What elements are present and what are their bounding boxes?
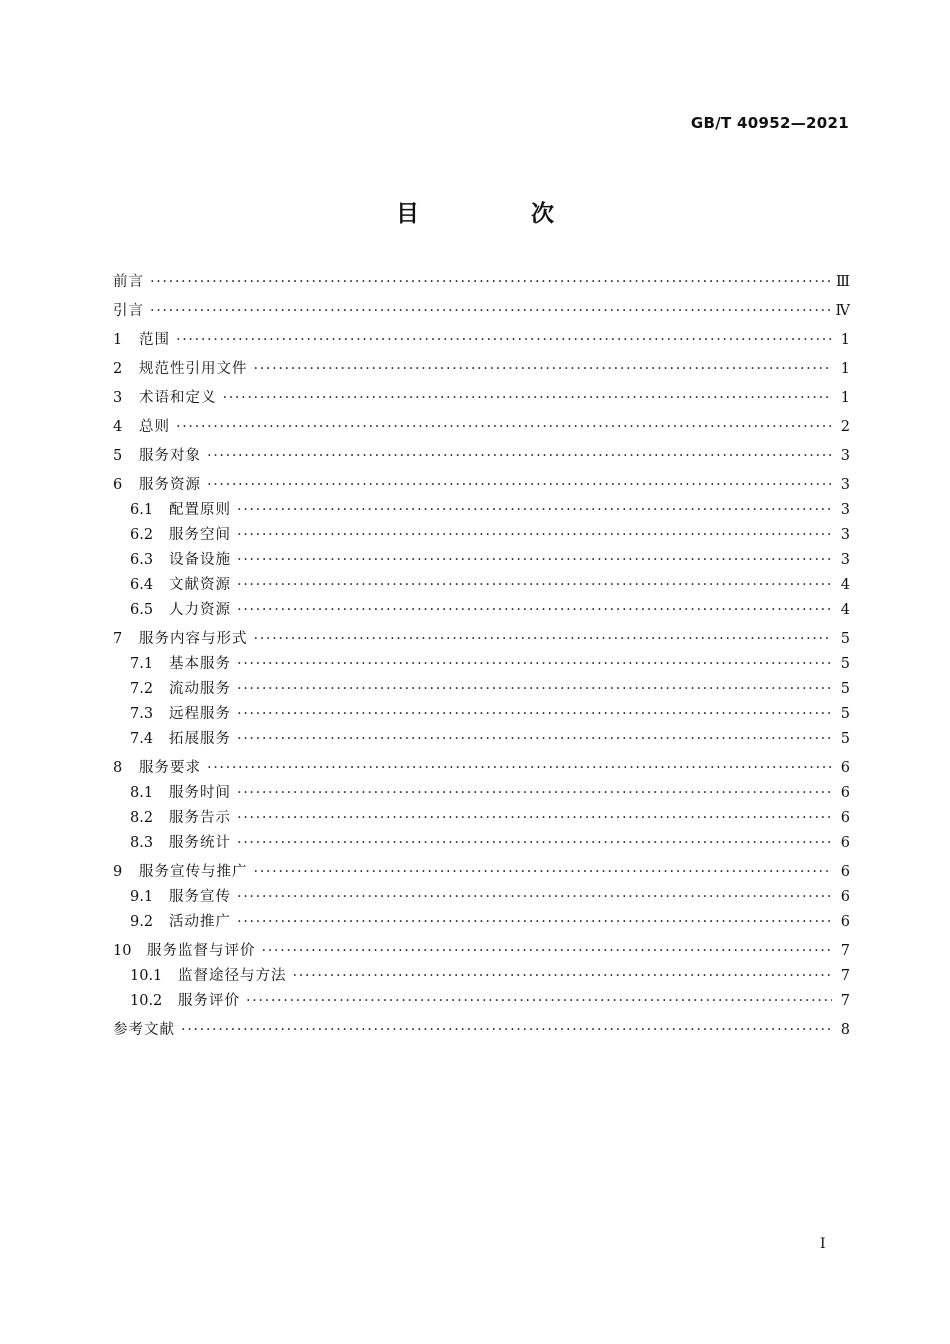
toc-entry-page: 4	[840, 602, 850, 618]
toc-subentry[interactable]	[113, 910, 850, 935]
toc-entry[interactable]	[113, 627, 850, 652]
toc-entry[interactable]	[113, 444, 850, 469]
leader-dots	[237, 552, 832, 568]
toc-subentry[interactable]	[113, 727, 850, 752]
toc-entry-label: 服务内容与形式	[139, 631, 248, 647]
toc-entry-page: 6	[840, 914, 850, 930]
toc-entry-number: 10.2	[130, 993, 163, 1009]
toc-entry-label: 配置原则	[169, 502, 231, 518]
toc-entry-page: 3	[840, 477, 850, 493]
toc-entry-label: 拓展服务	[169, 731, 231, 747]
toc-entry-foreword[interactable]	[113, 270, 850, 295]
toc-entry-label: 基本服务	[169, 656, 231, 672]
toc-entry-page: 7	[840, 943, 850, 959]
toc-subentry[interactable]	[113, 573, 850, 598]
leader-dots	[254, 361, 833, 377]
leader-dots	[237, 656, 832, 672]
toc-entry-number: 9	[113, 864, 123, 880]
toc-subentry[interactable]	[113, 548, 850, 573]
toc-subentry[interactable]	[113, 885, 850, 910]
toc-entry-page: 3	[840, 527, 850, 543]
leader-dots	[237, 527, 832, 543]
toc-subentry[interactable]	[113, 523, 850, 548]
toc-entry-label: 总则	[139, 419, 170, 435]
toc-entry-page: 6	[840, 835, 850, 851]
toc-subentry[interactable]	[113, 498, 850, 523]
toc-entry-label: 服务资源	[139, 477, 201, 493]
toc-entry-label: 前言	[113, 274, 144, 290]
toc-entry[interactable]	[113, 415, 850, 440]
leader-dots	[237, 810, 832, 826]
toc-entry-number: 3	[113, 390, 123, 406]
toc-entry-page: 5	[840, 631, 850, 647]
toc-subentry[interactable]	[113, 831, 850, 856]
toc-entry-number: 7.4	[130, 731, 154, 747]
leader-dots	[246, 993, 832, 1009]
toc-entry[interactable]	[113, 357, 850, 382]
leader-dots	[150, 303, 830, 319]
toc-entry-label: 流动服务	[169, 681, 231, 697]
toc-entry-label: 远程服务	[169, 706, 231, 722]
toc-subentry[interactable]	[113, 989, 850, 1014]
toc-entry-label: 服务宣传与推广	[139, 864, 248, 880]
toc-entry-page: 3	[840, 552, 850, 568]
leader-dots	[207, 477, 832, 493]
leader-dots	[237, 681, 832, 697]
leader-dots	[237, 731, 832, 747]
toc-entry-page: 7	[840, 968, 850, 984]
toc-entry-number: 6.5	[130, 602, 154, 618]
toc-entry-page: 4	[840, 577, 850, 593]
toc-entry-label: 文献资源	[169, 577, 231, 593]
toc-subentry[interactable]	[113, 702, 850, 727]
toc-entry-page: 6	[840, 785, 850, 801]
toc-subentry[interactable]	[113, 677, 850, 702]
toc-entry-page: 8	[840, 1022, 850, 1038]
toc-entry-number: 8.1	[130, 785, 154, 801]
toc-entry-number: 7	[113, 631, 123, 647]
leader-dots	[176, 419, 832, 435]
toc-subentry[interactable]	[113, 964, 850, 989]
leader-dots	[237, 914, 832, 930]
toc-entry-bibliography[interactable]	[113, 1018, 850, 1043]
toc-entry-number: 6.3	[130, 552, 154, 568]
toc-entry-label: 人力资源	[169, 602, 231, 618]
leader-dots	[237, 835, 832, 851]
toc-entry-label: 设备设施	[169, 552, 231, 568]
toc-subentry[interactable]	[113, 652, 850, 677]
toc-entry-number: 9.1	[130, 889, 154, 905]
toc-entry-introduction[interactable]	[113, 299, 850, 324]
toc-entry[interactable]	[113, 939, 850, 964]
toc-entry-label: 参考文献	[113, 1022, 175, 1038]
leader-dots	[237, 602, 832, 618]
toc-subentry[interactable]	[113, 806, 850, 831]
toc-entry-page: 2	[840, 419, 850, 435]
toc-entry-page: 5	[840, 656, 850, 672]
toc-entry[interactable]	[113, 756, 850, 781]
toc-entry-label: 服务对象	[139, 448, 201, 464]
toc-entry-number: 9.2	[130, 914, 154, 930]
toc-entry-label: 服务告示	[169, 810, 231, 826]
toc-entry-number: 6.4	[130, 577, 154, 593]
toc-entry-number: 6	[113, 477, 123, 493]
toc-entry-number: 10	[113, 943, 132, 959]
toc-entry-number: 8.2	[130, 810, 154, 826]
toc-entry-label: 服务时间	[169, 785, 231, 801]
leader-dots	[181, 1022, 832, 1038]
toc-entry-label: 活动推广	[169, 914, 231, 930]
leader-dots	[237, 502, 832, 518]
toc-entry-number: 2	[113, 361, 123, 377]
toc-entry-label: 范围	[139, 332, 170, 348]
toc-entry-number: 7.1	[130, 656, 154, 672]
toc-entry-page: 5	[840, 731, 850, 747]
leader-dots	[254, 864, 833, 880]
toc-entry-number: 5	[113, 448, 123, 464]
toc-entry-label: 服务评价	[178, 993, 240, 1009]
toc-entry-number: 4	[113, 419, 123, 435]
toc-entry-label: 服务宣传	[169, 889, 231, 905]
toc-entry-page: Ⅳ	[835, 303, 850, 319]
toc-entry-page: 6	[840, 810, 850, 826]
leader-dots	[237, 706, 832, 722]
toc-entry-page: Ⅲ	[836, 274, 850, 290]
leader-dots	[262, 943, 833, 959]
toc-entry-label: 术语和定义	[139, 390, 217, 406]
leader-dots	[293, 968, 833, 984]
toc-entry-number: 6.1	[130, 502, 154, 518]
leader-dots	[237, 785, 832, 801]
toc-entry-label: 服务监督与评价	[147, 943, 256, 959]
toc-entry-number: 7.3	[130, 706, 154, 722]
leader-dots	[223, 390, 833, 406]
toc-subentry[interactable]	[113, 781, 850, 806]
toc-entry-page: 1	[840, 361, 850, 377]
leader-dots	[237, 577, 832, 593]
toc-entry-number: 6.2	[130, 527, 154, 543]
toc-entry-page: 6	[840, 889, 850, 905]
toc-entry-page: 6	[840, 864, 850, 880]
table-of-contents	[113, 270, 850, 1043]
leader-dots	[237, 889, 832, 905]
page-title: 目 次	[395, 200, 606, 227]
leader-dots	[207, 448, 832, 464]
toc-entry-page: 6	[840, 760, 850, 776]
toc-subentry[interactable]	[113, 598, 850, 623]
page-number: I	[820, 1236, 826, 1252]
toc-entry-page: 5	[840, 706, 850, 722]
toc-entry-label: 服务统计	[169, 835, 231, 851]
toc-entry-number: 10.1	[130, 968, 163, 984]
toc-entry[interactable]	[113, 860, 850, 885]
toc-entry-page: 1	[840, 390, 850, 406]
leader-dots	[176, 332, 832, 348]
toc-entry-label: 监督途径与方法	[178, 968, 287, 984]
leader-dots	[254, 631, 833, 647]
toc-entry[interactable]	[113, 386, 850, 411]
toc-entry[interactable]	[113, 473, 850, 498]
toc-entry-label: 引言	[113, 303, 144, 319]
standard-code: GB/T 40952—2021	[690, 114, 849, 132]
toc-entry-label: 规范性引用文件	[139, 361, 248, 377]
toc-entry-page: 1	[840, 332, 850, 348]
toc-entry-page: 3	[840, 448, 850, 464]
toc-entry-page: 3	[840, 502, 850, 518]
leader-dots	[207, 760, 832, 776]
toc-entry-label: 服务要求	[139, 760, 201, 776]
toc-entry-number: 8.3	[130, 835, 154, 851]
toc-entry-number: 7.2	[130, 681, 154, 697]
toc-entry-page: 5	[840, 681, 850, 697]
leader-dots	[150, 274, 830, 290]
toc-entry-label: 服务空间	[169, 527, 231, 543]
toc-entry[interactable]	[113, 328, 850, 353]
toc-entry-number: 1	[113, 332, 123, 348]
toc-entry-page: 7	[840, 993, 850, 1009]
toc-entry-number: 8	[113, 760, 123, 776]
